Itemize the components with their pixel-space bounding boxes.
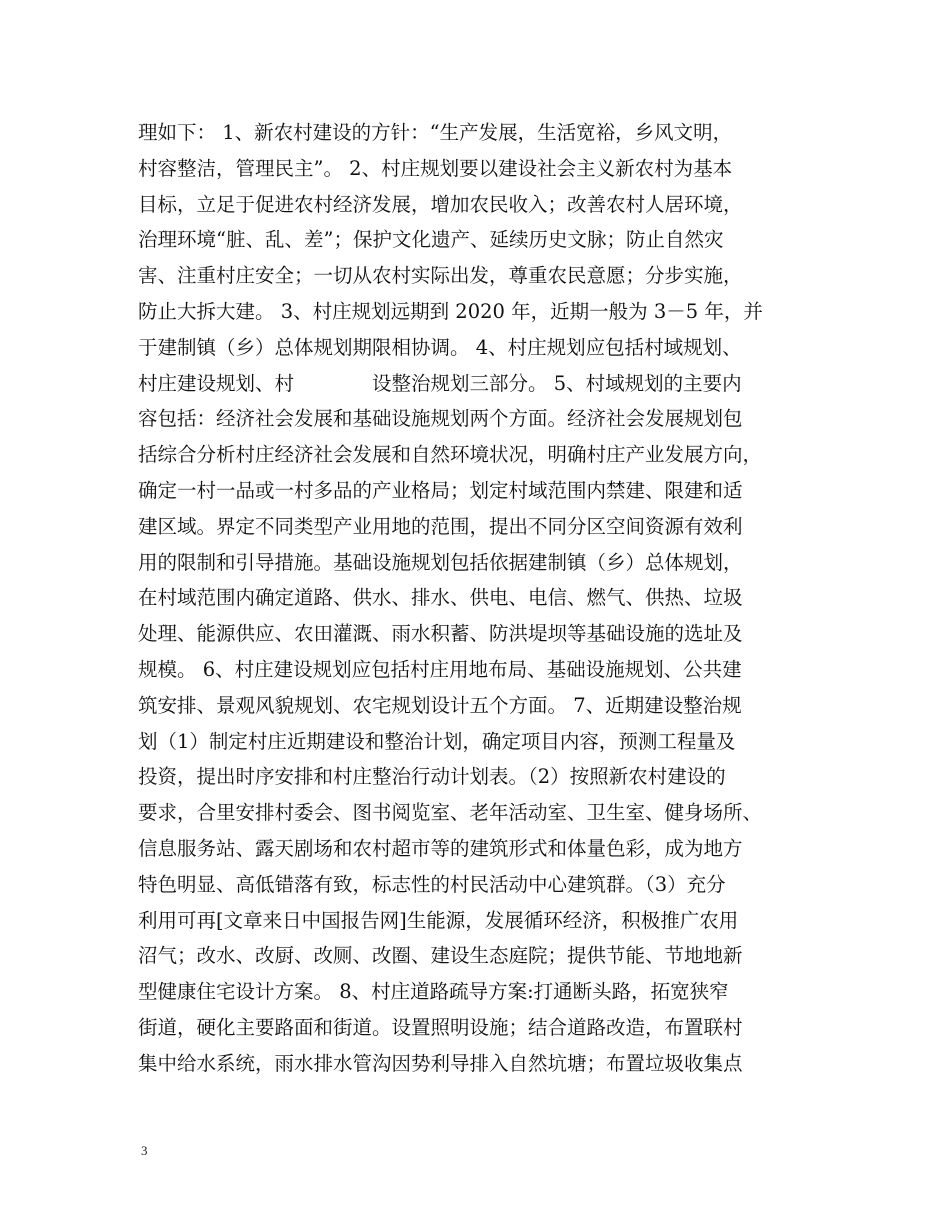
text-line: 防止大拆大建。 3、村庄规划远期到 2020 年，近期一般为 3－5 年，并 — [138, 299, 763, 323]
text-line: 容包括：经济社会发展和基础设施规划两个方面。经济社会发展规划包 — [138, 407, 743, 431]
text-line: 村容整洁，管理民主”。 2、村庄规划要以建设社会主义新农村为基本 — [138, 156, 733, 180]
text-line: 括综合分析村庄经济社会发展和自然环境状况，明确村庄产业发展方向， — [138, 443, 763, 467]
text-line: 利用可再[文章来日中国报告网]生能源，发展循环经济，积极推广农用 — [138, 908, 739, 932]
text-line: 信息服务站、露天剧场和农村超市等的建筑形式和体量色彩，成为地方 — [138, 836, 743, 860]
page-number: 3 — [141, 1143, 148, 1158]
text-line: 街道，硬化主要路面和街道。设置照明设施；结合道路改造，布置联村 — [138, 1015, 743, 1039]
text-line: 于建制镇（乡）总体规划期限相协调。 4、村庄规划应包括村域规划、 — [138, 335, 742, 359]
body-text — [138, 115, 828, 1082]
text-line: 处理、能源供应、农田灌溉、雨水积蓄、防洪堤坝等基础设施的选址及 — [138, 622, 743, 646]
text-line: 治理环境“脏、乱、差”；保护文化遗产、延续历史文脉；防止自然灾 — [138, 228, 724, 252]
text-line: 要求，合里安排村委会、图书阅览室、老年活动室、卫生室、健身场所、 — [138, 801, 763, 825]
text-line: 确定一村一品或一村多品的产业格局；划定村域范围内禁建、限建和适 — [138, 478, 743, 502]
text-line: 村庄建设规划、村 设整治规划三部分。 5、村域规划的主要内 — [138, 371, 742, 395]
text-line: 集中给水系统，雨水排水管沟因势利导排入自然坑塘；布置垃圾收集点 — [138, 1051, 743, 1075]
text-line: 型健康住宅设计方案。 8、村庄道路疏导方案:打通断头路，拓宽狭窄 — [138, 980, 729, 1004]
text-line: 投资，提出时序安排和村庄整治行动计划表。（2）按照新农村建设的 — [138, 765, 726, 789]
text-line: 筑安排、景观风貌规划、农宅规划设计五个方面。 7、近期建设整治规 — [138, 693, 742, 717]
text-line: 理如下： 1、新农村建设的方针：“生产发展，生活宽裕，乡风文明， — [138, 121, 733, 144]
text-line: 目标，立足于促进农村经济发展，增加农民收入；改善农村人居环境， — [138, 192, 743, 216]
text-line: 害、注重村庄安全；一切从农村实际出发，尊重农民意愿；分步实施， — [138, 264, 743, 288]
text-line: 沼气；改水、改厨、改厕、改圈、建设生态庭院；提供节能、节地地新 — [138, 944, 743, 968]
text-line: 在村域范围内确定道路、供水、排水、供电、电信、燃气、供热、垃圾 — [138, 586, 743, 610]
text-line: 划（1）制定村庄近期建设和整治计划，确定项目内容，预测工程量及 — [138, 729, 736, 753]
text-line: 规模。 6、村庄建设规划应包括村庄用地布局、基础设施规划、公共建 — [138, 657, 742, 681]
text-line: 特色明显、高低错落有致，标志性的村民活动中心建筑群。（3）充分 — [138, 872, 726, 896]
text-line: 建区域。界定不同类型产业用地的范围，提出不同分区空间资源有效利 — [138, 514, 743, 538]
text-line: 用的限制和引导措施。基础设施规划包括依据建制镇（乡）总体规划， — [138, 550, 743, 574]
